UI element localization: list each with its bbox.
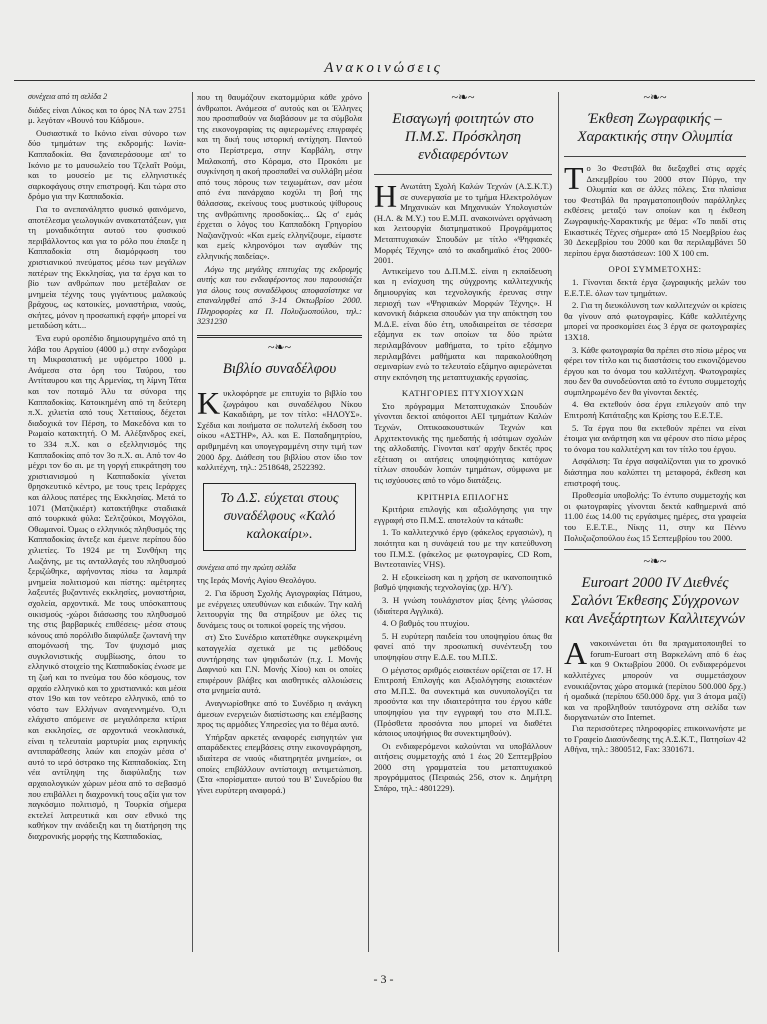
drop-cap: Τ [564, 160, 584, 196]
list-item: 2. Για τη διευκόλυνση των καλλιτεχνών οι κρίσεις θα γίνουν από φωτογραφίες. Κάθε καλλιτέχνης μπορεί να προσκομίσει έως 3 έργα σε φωτογραφίες 13Χ18. [564, 300, 746, 342]
list-item: της Ιεράς Μονής Αγίου Θεολόγου. [197, 575, 317, 586]
ornament-icon: ~❧~ [451, 90, 475, 104]
column-3 [374, 92, 552, 796]
paragraph: Οι ενδιαφερόμενοι καλούνται να υποβάλλουν αιτήσεις συμμετοχής από 1 έως 20 Σεπτεμβρίου 2000 στη γραμματεία του μεταπτυχιακού προγράμματος (Πειραιώς 256, στον κ. Δημήτρη Σπάρο, τηλ.: 4801229). [374, 740, 552, 794]
page-number: - 3 - [373, 972, 394, 986]
ornament-icon: ~❧~ [267, 340, 292, 355]
section-title: Ανακοινώσεις [324, 60, 443, 76]
book-announcement [197, 385, 362, 473]
list-item: 4. Θα εκτεθούν όσα έργα επιλεγούν από την Επιτροπή Κατάταξης και Κρίσης του Ε.Ε.Τ.Ε. [564, 399, 746, 421]
paragraph: Για περισσότερες πληροφορίες επικοινωνήστε με το Γραφείο Διασύνδεσης της Α.Σ.Κ.Τ., Πατησίων 42 Αθήνα, τηλ.: 3800512, Fax: 3301671. [564, 722, 746, 755]
italic-note: Λόγω της μεγάλης επιτυχίας της εκδρομής αυτής και του ενδιαφέροντος που παρουσιάζει για όλους τους συναδέλφους αποφασίστηκε να επαναληφθεί από 3-14 Οκτωβρίου 2000. Πληροφορίες κα Π. Πολυζωοπούλου, τηλ.: 3231230 [197, 263, 362, 327]
column-4 [564, 92, 746, 757]
intro-text: ο 3ο Φεστιβάλ θα διεξαχθεί στις αρχές Δεκεμβρίου του 2000 στον Πύργο, την Ολυμπία και σε άλλες πόλεις. Στα πλαίσια του Φεστιβάλ θα πραγματοποιηθούν παράλληλες εκθέσεις μεταξύ των οποίων και η έκθεση Ζωγραφικής-Χαρακτικής με θέμα: «Το παιδί στις Εικαστικές Τέχνες σήμερα» από 15 Νοεμβρίου έως 30 Δεκεμβρίου του 2000 και θα περιλαμβάνει 50 περίπου έργα διαστάσεων: 100 Χ 100 cm. [564, 163, 746, 258]
list-item: Αναγνωρίσθηκε από το Συνέδριο η ανάγκη άμεσων ενεργειών διαπίστωσης και επέμβασης προς τις αρμόδιες Υπηρεσίες για το θέμα αυτό. [197, 697, 362, 730]
paragraph: Ένα ευρύ οροπέδιο δημιουργημένο από τη λάβα του Αργαίου (4000 μ.) στην ενδοχώρα τη Μικρασιατική με υψόμετρο 1000 μ. Ανάμεσα στα όρη του Ταύρου, του Αντίταυρου και της Αρμενίας, τη λίμνη Τάτα και τον ποταμό Άλυ τα σύνορα της Καππαδοκίας. Κατοικημένη από τη δεύτερη π.Χ. χιλιετία από τους Χετταίους, δέχεται διαδοχικά τον Πέρση, το Μακεδόνα και το Ρωμαίο κατακτητή. Ο Μ. Αλέξανδρος εκεί, το 334 π.Χ. και ο εξελληνισμός της Καππαδοκίας από τον 3ο π.Χ. αι. Από τον 4ο μέχρι τον 6ο αι. με τη γοργή επικράτηση του χριστιανισμού η Καππαδοκία γίνεται θρησκευτικό κέντρο, με τους τρεις Ιεράρχες και άλλους πατέρες της Εκκλησίας. Μετά το 1071 (Ματζικιέρτ) κατακτήθηκε σταδιακά από τουρκικά φύλα: Σελτζούκοι, Μογγόλοι, Οθωμανοί. Όμως ο ελληνικός πληθυσμός της Καππαδοκίας άντεξε και έμεινε περίπου δύο χιλιετίες. Το 1924 με τη Συνθήκη της Λωζάνης, με τις ανταλλαγές του πληθυσμού ξεριζώθηκε, αφήνοντας πίσω τα λαμπρά μνημεία πολιτισμού και πίστης: αμέτρητες λαξευτές βυζαντινές εκκλησίες, μοναστήρια, σχολεία, αρχοντικά. Με τους υπόσκαπτους οικισμούς -χώροι διάσωσης του πληθυσμού της στις βαρβαρικές επιθέσεις- μέσα στους κόνους από πορόλιθο διαφύλαξε ζωντανή την απομόνωσή της. Τον ψυχισμό μιας συγκλονιστικής συμβίωσης, όπου το ελληνικό στοιχείο της Καππαδοκίας ένωσε με τη ζωή και το πνεύμα του δύο κόσμους, τον αρχαίο ελληνικό και το χριστιανικό: και μέσα στον 19ο και τον νεότερο ελληνικό, από το νόστο των Ελλήνων αναγεννημένο. Ό,τι ελάχιστο απόμεινε σε μεγαλόπρεπα κτίρια και εκκλησίες, σε αρχοντικά νεοκλασικά, είναι η τελευταία μαρτυρία μιας ειρηνικής αντιπαράθεσης λαών και εποχών μέσα σ' αυτό το ιερό όστρακο της Καππαδοκίας. Στη νέα αντίληψη της διαφύλαξης των αρχαιολογικών χώρων μέσα από το σεβασμό που επιβάλλει η διαχρονική τους αξία για τον παγκόσμιο πολιτισμό, η Τουρκία σήμερα εκτελεί λατρευτικά και σαν εθνικό της καθήκον την ανάδειξη και τη διατήρηση της διαχρονικής μορφής της Καππαδοκίας, [28, 333, 186, 841]
paragraph: Στο πρόγραμμα Μεταπτυχιακών Σπουδών γίνονται δεκτοί απόφοιτοι ΑΕΙ τμημάτων Καλών Τεχνών, Οπτικοακουστικών Τεχνών και Αρχιτεκτονικής της ημεδαπής ή ισότιμων σχολών της αλλοδαπής. Γίνονται κατ' αρχήν δεκτές προς εξέταση οι αιτήσεις υποψηφιότητας κατόχων τίτλων σπουδών λοιπών τμημάτων, σύμφωνα με τις ισχύουσες από το νόμο διατάξεις. [374, 400, 552, 486]
list-item: 5. Η ευρύτερη παιδεία του υποψηφίου όπως θα φανεί από την προσωπική συνέντευξη του υποψηφίου στην Ε.Δ.Ε. του Μ.Π.Σ. [374, 630, 552, 662]
list-item: 3. Η γνώση τουλάχιστον μίας ξένης γλώσσας (ιδιαίτερα Αγγλικά). [374, 594, 552, 616]
book-text: υκλοφόρησε με επιτυχία το βιβλίο του ζωγράφου και συναδέλφου Νίκου Κακαδιάρη, με τον τίτλο: «ΗΛΟΥΣ». Σχέδια και ποιήματα σε πολυτελή έκδοση του οίκου «ΑΣΤΗΡ», Αλ. και Ε. Παπαδημητρίου, αριθμημένη και υπογεγραμμένη στην τιμή των 2000 δρχ. Διάθεση του βιβλίου στον ίδιο τον καλλιτέχνη, τηλ.: 2518648, 2522392. [197, 388, 362, 473]
drop-cap: Η [374, 178, 398, 214]
paragraph: διάδες είναι Λύκος και το όρος ΝΑ των 2751 μ. λεγόταν «Βουνό του Κάδμου». [28, 104, 186, 126]
column-1 [28, 92, 186, 844]
subheading: ΟΡΟΙ ΣΥΜΜΕΤΟΧΗΣ: [608, 264, 702, 275]
article-intro [564, 635, 746, 723]
column-divider [558, 92, 559, 952]
list-item: 1. Το καλλιτεχνικό έργο (φάκελος εργασιών), η ποιότητα και η συνάφειά του με την κατεύθυνση του Π.Μ.Σ. (φάκελος με φωτογραφίες, CD Rom, Βιντεοταινίες VHS). [374, 527, 552, 570]
paragraph: Ο μέγιστος αριθμός εισακτέων ορίζεται σε 17. Η Επιτροπή Επιλογής και Αξιολόγησης εισακτέων στο Μ.Π.Σ. θα συνεκτιμά και συνυπολογίζει τα προσόντα και την ιδιαιτερότητα του έργου κάθε υποψηφίου για την εγγραφή του στο Μ.Π.Σ. (Πρόσθετα προσόντα που μπορεί να διαθέτει κάποιος υποψήφιος θα συνεκτιμηθούν). [374, 664, 552, 739]
divider [564, 156, 746, 157]
article-intro [564, 160, 746, 258]
ornament-icon: ~❧~ [643, 554, 667, 569]
header-rule [14, 80, 755, 81]
drop-cap: Α [564, 635, 588, 672]
intro-text: Ανωτάτη Σχολή Καλών Τεχνών (Α.Σ.Κ.Τ.) σε συνεργασία με το τμήμα Ηλεκτρολόγων Μηχανικών και Μηχανικών Υπολογιστών (Η.Λ. & Μ.Υ.) του Ε.Μ.Π. ανακοινώνει οργάνωση και λειτουργία διατμηματικού Προγράμματος Μεταπτυχιακών Σπουδών με τίτλο «Ψηφιακές Μορφές Τέχνης» από το ακαδημαϊκό έτος 2000-2001. [374, 181, 552, 266]
article-heading: Euroart 2000 IV Διεθνές Σαλόνι Έκθεσης Σύγχρονων και Ανεξάρτητων Καλλιτεχνών [565, 575, 745, 628]
intro-text: νακοινώνεται ότι θα πραγματοποιηθεί το forum-Euroart στη Βαρκελώνη από 6 έως και 9 Οκτωβρίου 2000. Οι ενδιαφερόμενοι καλλιτέχνες μπορούν να συμμετάσχουν ενοικιάζοντας χώρο ατομικά (περίπου 500.000 δρχ.) ή ομαδικά (περίπου 650.000 δρχ. για 3 άτομα μαζί) και να προβληθούν ταυτόχρονα στη σελίδα των διοργανωτών στο Internet. [564, 638, 746, 723]
paragraph: Ουσιαστικά το Ικόνιο είναι σύνορο των δύο τμημάτων της εκδρομής: Ιωνία-Καππαδοκία. Θα ξαναπεράσουμε απ' το Ικόνιο με το μαυσωλείο του Τζελαΐτ Ρούμι, και το μουσείο με τις ελληνιστικές σαρκοφάγους στην επιστροφή. Και τώρα στο δρόμο για την Καππαδοκία. [28, 127, 186, 202]
column-2 [197, 92, 362, 797]
wishes-box: Το Δ.Σ. εύχεται στους συναδέλφους «Καλό καλοκαίρι». [203, 483, 356, 551]
list-item: Ασφάλιση: Τα έργα ασφαλίζονται για το χρονικό διάστημα που καλύπτει τη μεταφορά, έκθεση και επιστροφή τους. [564, 456, 746, 488]
list-item: στ) Στο Συνέδριο κατατέθηκε συγκεκριμένη καταγγελία σχετικά με τις μεθόδους συντήρησης των ψηφιδωτών (π.χ. Ι. Μονής Δαφνιού και Γ.Ν. Μονής Χίου) και οι οποίες επιφέρουν βλάβες και αισθητικές αλλοιώσεις στα μνημεία αυτά. [197, 632, 362, 696]
list-item: 2. Για ίδρυση Σχολής Αγιογραφίας Πάτμου, με ενέργειες υπευθύνων και ειδικών. Την καλή λειτουργία της θα στηρίξουν με όλες τις δυνάμεις τους οι τοπικοί φορείς της νήσου. [197, 588, 362, 630]
list-item: 4. Ο βαθμός του πτυχίου. [382, 618, 470, 629]
ornament-icon: ~❧~ [643, 90, 667, 104]
article-heading: Εισαγωγή φοιτητών στο Π.Μ.Σ. Πρόσκληση ενδιαφερόντων [392, 111, 534, 163]
divider [197, 335, 362, 338]
paragraph: που τη θαυμάζουν εκατομμύρια κάθε χρόνο άνθρωποι. Ανάμεσα σ' αυτούς και οι Έλληνες που προσπαθούν να διαβάσουν με τα σύμβολα της εικονογραφίας τις αφιερωμένες επιγραφές και τη δική τους ιστορική αντίχηση. Παντού στο Περίστρεμα, στην Καρβάλη, στην Μαλακοπή, στο Κόραμα, στο Προκόπι με συγκίνηση η ακοή προσπαθεί να συλλάβη μέσα από τους πόρους των τειχωμάτων, σαν μέσα από ένα πανάρχαιο κοχύλι τη βοή της θάλασσας, εκείνους τους μυστικούς ψίθυρους της ανθρώπινης προσδοκίας... Ως σ' εμάς έρχεται ο λόγος του Καππαδόκη Γρηγορίου Ναζιανζηνού: «Και εμείς ελληνίζουμε, είμαστε και εμείς κληρονόμοι των αγαθών της ελληνικής παιδείας». [197, 92, 362, 261]
subheading: ΚΑΤΗΓΟΡΙΕΣ ΠΤΥΧΙΟΥΧΩΝ [401, 388, 525, 399]
drop-cap: Κ [197, 385, 221, 422]
divider [564, 549, 746, 550]
list-item: 5. Τα έργα που θα εκτεθούν πρέπει να είναι έτοιμα για ανάρτηση και να φέρουν στο πίσω μέρος το όνομα του καλλιτέχνη και τον τίτλο του έργου. [564, 422, 746, 454]
list-item: 3. Κάθε φωτογραφία θα πρέπει στο πίσω μέρος να φέρει τον τίτλο και τις διαστάσεις του εικονιζόμενου έργου και το όνομα του καλλιτέχνη. Φωτογραφίες που δεν θα συνοδεύονται από το έντυπο συμμετοχής συμπληρωμένο δεν θα γίνονται δεκτές. [564, 344, 746, 397]
article-heading: Έκθεση Ζωγραφικής – Χαρακτικής στην Ολυμπία [577, 111, 733, 145]
list-item: Υπήρξαν αρκετές αναφορές εισηγητών για απαράδεκτες επεμβάσεις στην εικονογράφηση, ιδιαίτερα σε ναούς «διατηρητέα μνημεία», οι οποίες επιβάλλουν αντίστοιχη αντιμετώπιση. (Στα «πορίσματα» αυτού του Β' Συνεδρίου θα γίνει ευρύτερη αναφορά.) [197, 731, 362, 795]
continuation-note: συνέχεια από την πρώτη σελίδα [197, 562, 296, 572]
continuation-note: συνέχεια από τη σελίδα 2 [28, 92, 108, 101]
paragraph: Κριτήρια επιλογής και αξιολόγησης για την εγγραφή στο Π.Μ.Σ. αποτελούν τα κάτωθι: [374, 504, 552, 525]
divider [374, 174, 552, 175]
list-item: 1. Γίνονται δεκτά έργα ζωγραφικής μελών του Ε.Ε.Τ.Ε. όλων των τμημάτων. [564, 276, 746, 298]
subheading: ΚΡΙΤΗΡΙΑ ΕΠΙΛΟΓΗΣ [417, 491, 509, 502]
article-intro [374, 178, 552, 266]
paragraph: Για το ανεπανάληπτο φυσικό φαινόμενο, αποτέλεσμα γεωλογικών ανακατατάξεων, για τη μοναδικότητα αυτού του φυσικού περιβάλλοντος και για το ρόλο που έπαιξε η Καππαδοκία στη διαμόρφωση του χριστιανικού πνεύματος μέσω των μεγάλων πατέρων της Εκκλησίας, για τα έργα και το βίο των ανθρώπων που μετέβαλαν σε μνημεία τέχνης τους γιγάντιους μαλακούς βράχους, ως κατοικίες, μοναστήρια, ναούς, σκήτες, μόνον η προσωπική εφφή» μπορεί να μεταδώση κάτι... [28, 203, 186, 331]
paragraph: Αντικείμενο του Δ.Π.Μ.Σ. είναι η εκπαίδευση και η ενίσχυση της σύγχρονης καλλιτεχνικής δημιουργίας και τεχνολογικής έρευνας στην περιοχή των «Ψηφιακών Μορφών Τέχνης». Η κανονική διάρκεια σπουδών για την απόκτηση του Μ.Δ.Ε. είναι δύο έτη, υποδιαιρείται σε τέσσερα εξάμηνα εκ των οποίων τα δύο πρώτα περιλαμβάνουν μαθήματα, το τρίτο εξάμηνο περιλαμβάνει μαθήματα και παρακολούθηση σεμιναρίων ενώ το τελευταίο εξάμηνο αφιερώνεται στην εκπόνηση της μεταπτυχιακής εργασίας. [374, 265, 552, 382]
book-heading: Βιβλίο συναδέλφου [222, 361, 337, 378]
column-divider [192, 92, 193, 952]
list-item: 2. Η εξοικείωση και η χρήση σε ικανοποιητικό βαθμό ψηφιακής τεχνολογίας (χρ. Η/Υ). [374, 571, 552, 593]
list-item: Προθεσμία υποβολής: Το έντυπο συμμετοχής και οι φωτογραφίες γίνονται δεκτά καθημερινά από 11.00 έως 14.00 τις εργάσιμες ημέρες, στα γραφεία του Ε.Ε.Τ.Ε., Νίκης 11, στην κα Πέννυ Πολυζωζοπούλου έως 15 Σεπτεμβρίου του 2000. [564, 490, 746, 543]
column-divider [368, 92, 369, 952]
